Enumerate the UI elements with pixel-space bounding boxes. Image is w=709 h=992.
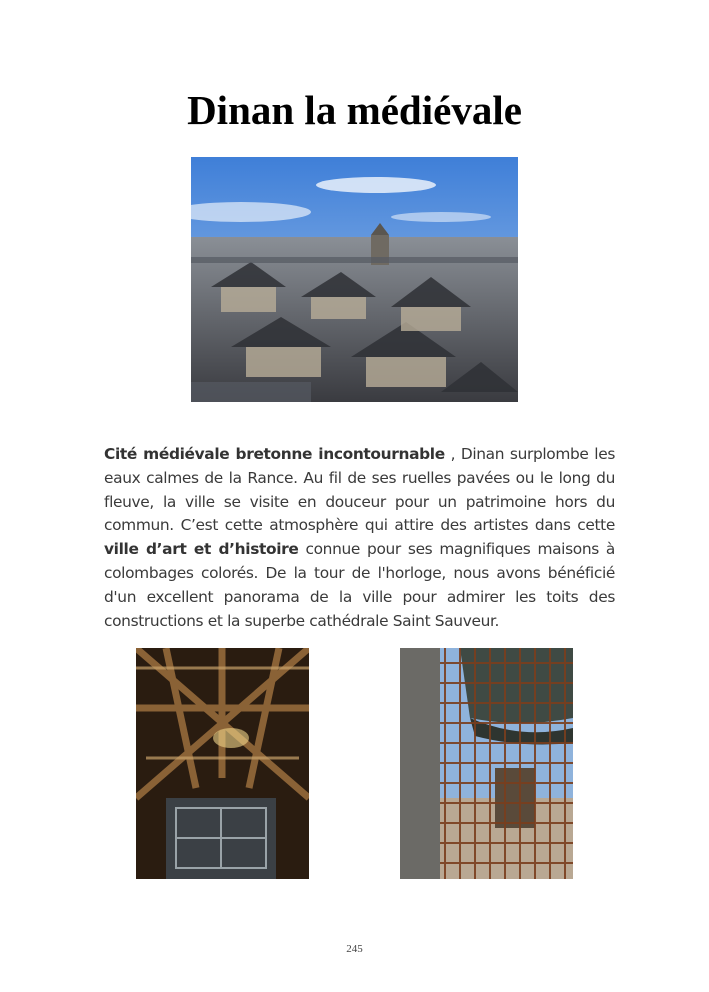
dinan-rooftops-photo bbox=[191, 157, 518, 402]
page-number: 245 bbox=[346, 943, 363, 955]
page-title: Dinan la médiévale bbox=[187, 87, 522, 133]
bold-phrase-city: Cité médiévale bretonne incontournable bbox=[104, 445, 445, 463]
paragraph-text-2: connue pour ses magnifiques maisons à colombages colorés. De la tour de l'horloge, nous avons bénéficié d'un excellent panorama de la ville pour admirer les toits des constructions et la superbe cathédrale Saint Sauveur. bbox=[104, 540, 615, 630]
bold-phrase-art-history: ville d’art et d’histoire bbox=[104, 540, 299, 559]
clock-tower-timber-frame-photo bbox=[136, 648, 309, 879]
intro-paragraph bbox=[104, 443, 615, 633]
paragraph-text-1: , Dinan surplombe les eaux calmes de la Rance. Au fil de ses ruelles pavées ou le long du fleuve, la ville se visite en douceur pour un patrimoine hors du commun. C’est cette atmosphère qui attire des artistes dans cette bbox=[104, 445, 615, 535]
bell-behind-grille-photo bbox=[400, 648, 573, 879]
